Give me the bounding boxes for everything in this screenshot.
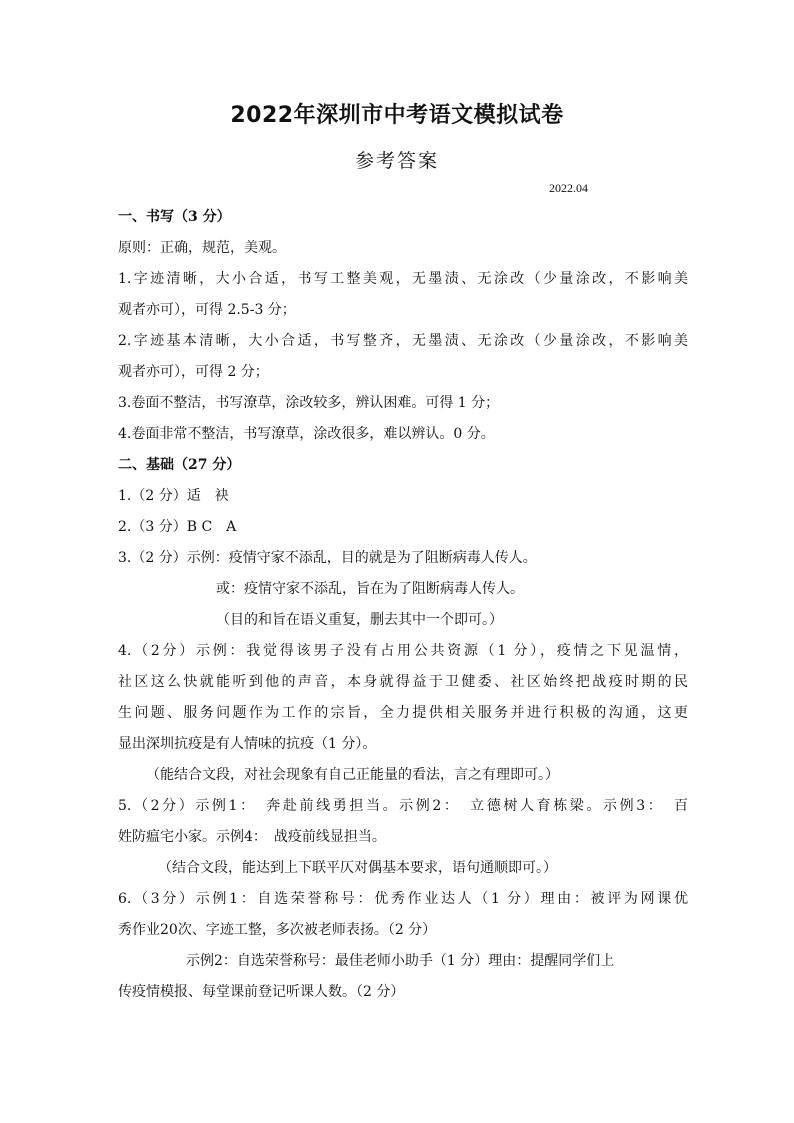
text-line: 1.字迹清晰，大小合适，书写工整美观，无墨渍、无涂改（少量涂改，不影响美 (118, 271, 688, 287)
text-line: 原则：正确，规范，美观。 (118, 240, 286, 256)
section-heading-basics: 二、基础（27 分） (118, 457, 241, 473)
text-line: 示例2：自选荣誉称号：最佳老师小助手（1 分）理由：提醒同学们上 (186, 953, 615, 969)
section-heading-writing: 一、书写（3 分） (118, 209, 231, 225)
text-line: 观者亦可），可得 2.5-3 分； (118, 302, 296, 318)
text-line: 1.（2 分）适 袂 (118, 488, 229, 504)
text-line: 传疫情模报、每堂课前登记听课人数。（2 分） (118, 984, 405, 1000)
answer-body (118, 202, 688, 1008)
document-date: 2022.04 (549, 181, 588, 195)
text-line: 生问题、服务问题作为工作的宗旨，全力提供相关服务并进行积极的沟通，这更 (118, 705, 688, 721)
text-line: 5.（2分）示例1： 奔赴前线勇担当。示例2： 立德树人育栋梁。示例3： 百 (118, 798, 688, 814)
text-line: 3.卷面不整洁，书写潦草，涂改较多，辨认困难。可得 1 分； (118, 395, 500, 411)
text-line: 秀作业20次、字迹工整，多次被老师表扬。（2 分） (118, 922, 437, 938)
text-line: 3.（2 分）示例：疫情守家不添乱，目的就是为了阻断病毒人传人。 (118, 550, 537, 566)
page-title: 2022年深圳市中考语文模拟试卷 (230, 103, 564, 128)
text-line: 2.（3 分）B C A (118, 519, 237, 535)
text-line: 社区这么快就能听到他的声音，本身就得益于卫健委、社区始终把战疫时期的民 (118, 674, 688, 690)
text-line: 6.（3分）示例1：自选荣誉称号：优秀作业达人（1 分）理由：被评为网课优 (118, 891, 688, 907)
text-line: 2.字迹基本清晰，大小合适，书写整齐，无墨渍、无涂改（少量涂改，不影响美 (118, 333, 688, 349)
text-line: （目的和旨在语义重复，删去其中一个即可。） (216, 612, 503, 628)
text-line: 姓防瘟宅小家。示例4： 战疫前线显担当。 (118, 829, 386, 845)
text-line: 4.卷面非常不整洁，书写潦草，涂改很多，难以辨认。0 分。 (118, 426, 495, 442)
text-line: 观者亦可），可得 2 分； (118, 364, 269, 380)
text-line: （结合文段，能达到上下联平仄对偶基本要求，语句通顺即可。） (158, 860, 557, 876)
text-line: （能结合文段，对社会现象有自己正能量的看法，言之有理即可。） (146, 767, 559, 783)
text-line: 4.（2分）示例：我觉得该男子没有占用公共资源（1 分），疫情之下见温情， (118, 643, 688, 659)
text-line: 或：疫情守家不添乱，旨在为了阻断病毒人传人。 (216, 581, 524, 597)
page-subtitle: 参考答案 (354, 150, 439, 172)
text-line: 显出深圳抗疫是有人情味的抗疫（1 分）。 (118, 736, 377, 752)
